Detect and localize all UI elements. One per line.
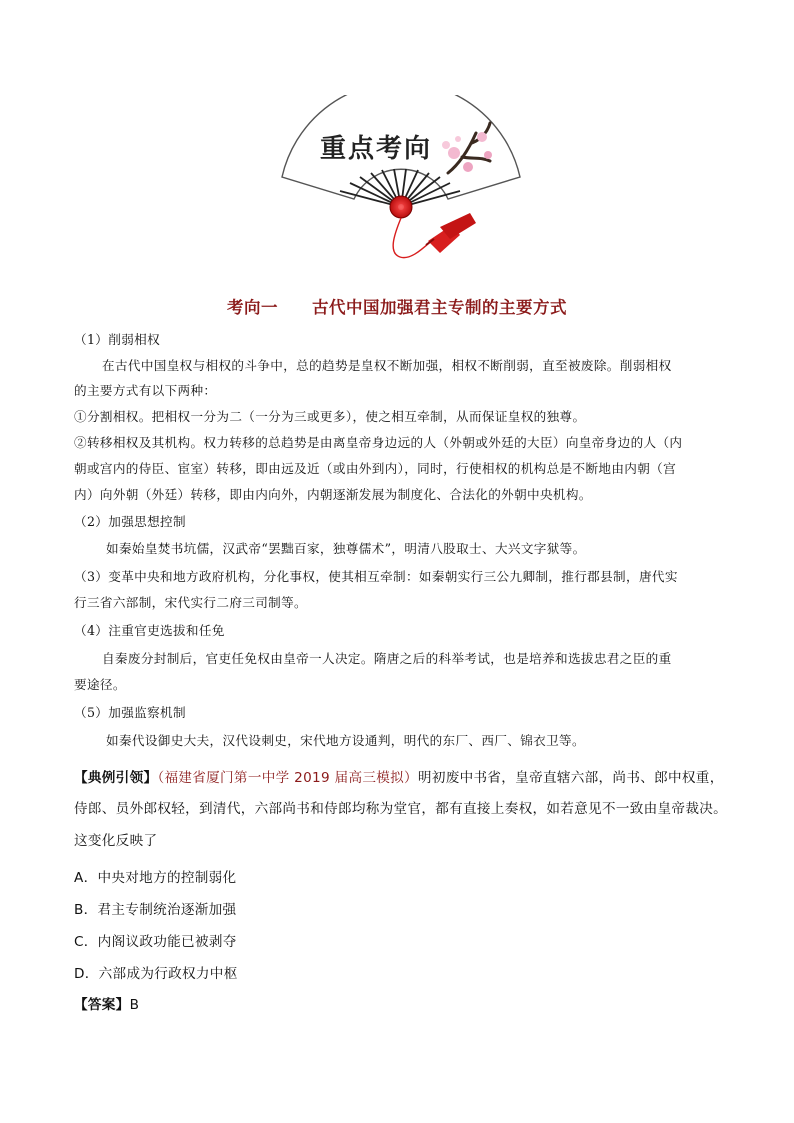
option-c: C．内阁议政功能已被剥夺	[74, 934, 237, 950]
section-heading: 古代中国加强君主专制的主要方式	[312, 298, 567, 317]
answer-line	[74, 993, 139, 1013]
p5-line-1: 如秦代设御史大夫，汉代设刺史，宋代地方设通判，明代的东厂、西厂、锦衣卫等。	[106, 733, 585, 748]
answer-label: 【答案】	[74, 997, 130, 1013]
section-title	[0, 294, 794, 318]
p1-line-2: 的主要方式有以下两种：	[74, 383, 217, 398]
fan-banner-illustration	[276, 95, 526, 275]
p4-heading: （4）注重官吏选拔和任免	[74, 623, 225, 638]
p1-item-1: ①分割相权。把相权一分为二（一分为三或更多），使之相互牵制，从而保证皇权的独尊。	[74, 409, 586, 424]
p2-heading: （2）加强思想控制	[74, 514, 186, 529]
p1-item-2-line-3: 内）向外朝（外廷）转移，即由内向外，内朝逐渐发展为制度化、合法化的外朝中央机构。	[74, 487, 592, 502]
p3-line-1: （3）变革中央和地方政府机构，分化事权，使其相互牵制：如秦朝实行三公九卿制，推行郡县制，唐代实	[74, 569, 678, 584]
p1-line-1: 在古代中国皇权与相权的斗争中，总的趋势是皇权不断加强，相权不断削弱，直至被废除。削弱相权	[102, 358, 672, 373]
option-d: D．六部成为行政权力中枢	[74, 966, 238, 982]
p1-item-2-line-2: 朝或宫内的侍臣、宦室）转移，即由远及近（或由外到内），同时，行使相权的机构总是不断地由内朝（宫	[74, 461, 677, 476]
p2-line-1: 如秦始皇焚书坑儒，汉武帝“罢黜百家，独尊儒术”，明清八股取士、大兴文字狱等。	[106, 541, 586, 556]
example-stem-text-1: 明初废中书省，皇帝直辖六部，尚书、郎中权重，	[417, 770, 724, 786]
banner-text: 重点考向	[319, 134, 433, 164]
p1-heading: （1）削弱相权	[74, 332, 161, 347]
example-stem-line-2: 侍郎、员外郎权轻，到清代，六部尚书和侍郎均称为堂官，都有直接上奏权，如若意见不一致由皇帝裁决。	[74, 801, 728, 817]
p1-item-2-line-1: ②转移相权及其机构。权力转移的总趋势是由离皇帝身边远的人（外朝或外廷的大臣）向皇帝身边的人（内	[74, 435, 683, 450]
option-a: A．中央对地方的控制弱化	[74, 870, 237, 886]
answer-value: B	[129, 997, 140, 1013]
section-number: 考向一	[227, 298, 278, 317]
example-label: 【典例引领】	[74, 770, 158, 786]
folding-fan-icon	[276, 95, 526, 275]
p5-heading: （5）加强监察机制	[74, 705, 186, 720]
p4-line-1: 自秦废分封制后，官吏任免权由皇帝一人决定。隋唐之后的科举考试，也是培养和选拔忠君之臣的重	[102, 651, 672, 666]
example-source: （福建省厦门第一中学 2019 届高三模拟）	[157, 770, 418, 786]
option-b: B．君主专制统治逐渐加强	[74, 902, 237, 918]
p3-line-2: 行三省六部制，宋代实行二府三司制等。	[74, 595, 307, 610]
example-stem-line-1	[74, 766, 724, 786]
example-stem-line-3: 这变化反映了	[74, 833, 158, 849]
p4-line-2: 要途径。	[74, 677, 126, 692]
